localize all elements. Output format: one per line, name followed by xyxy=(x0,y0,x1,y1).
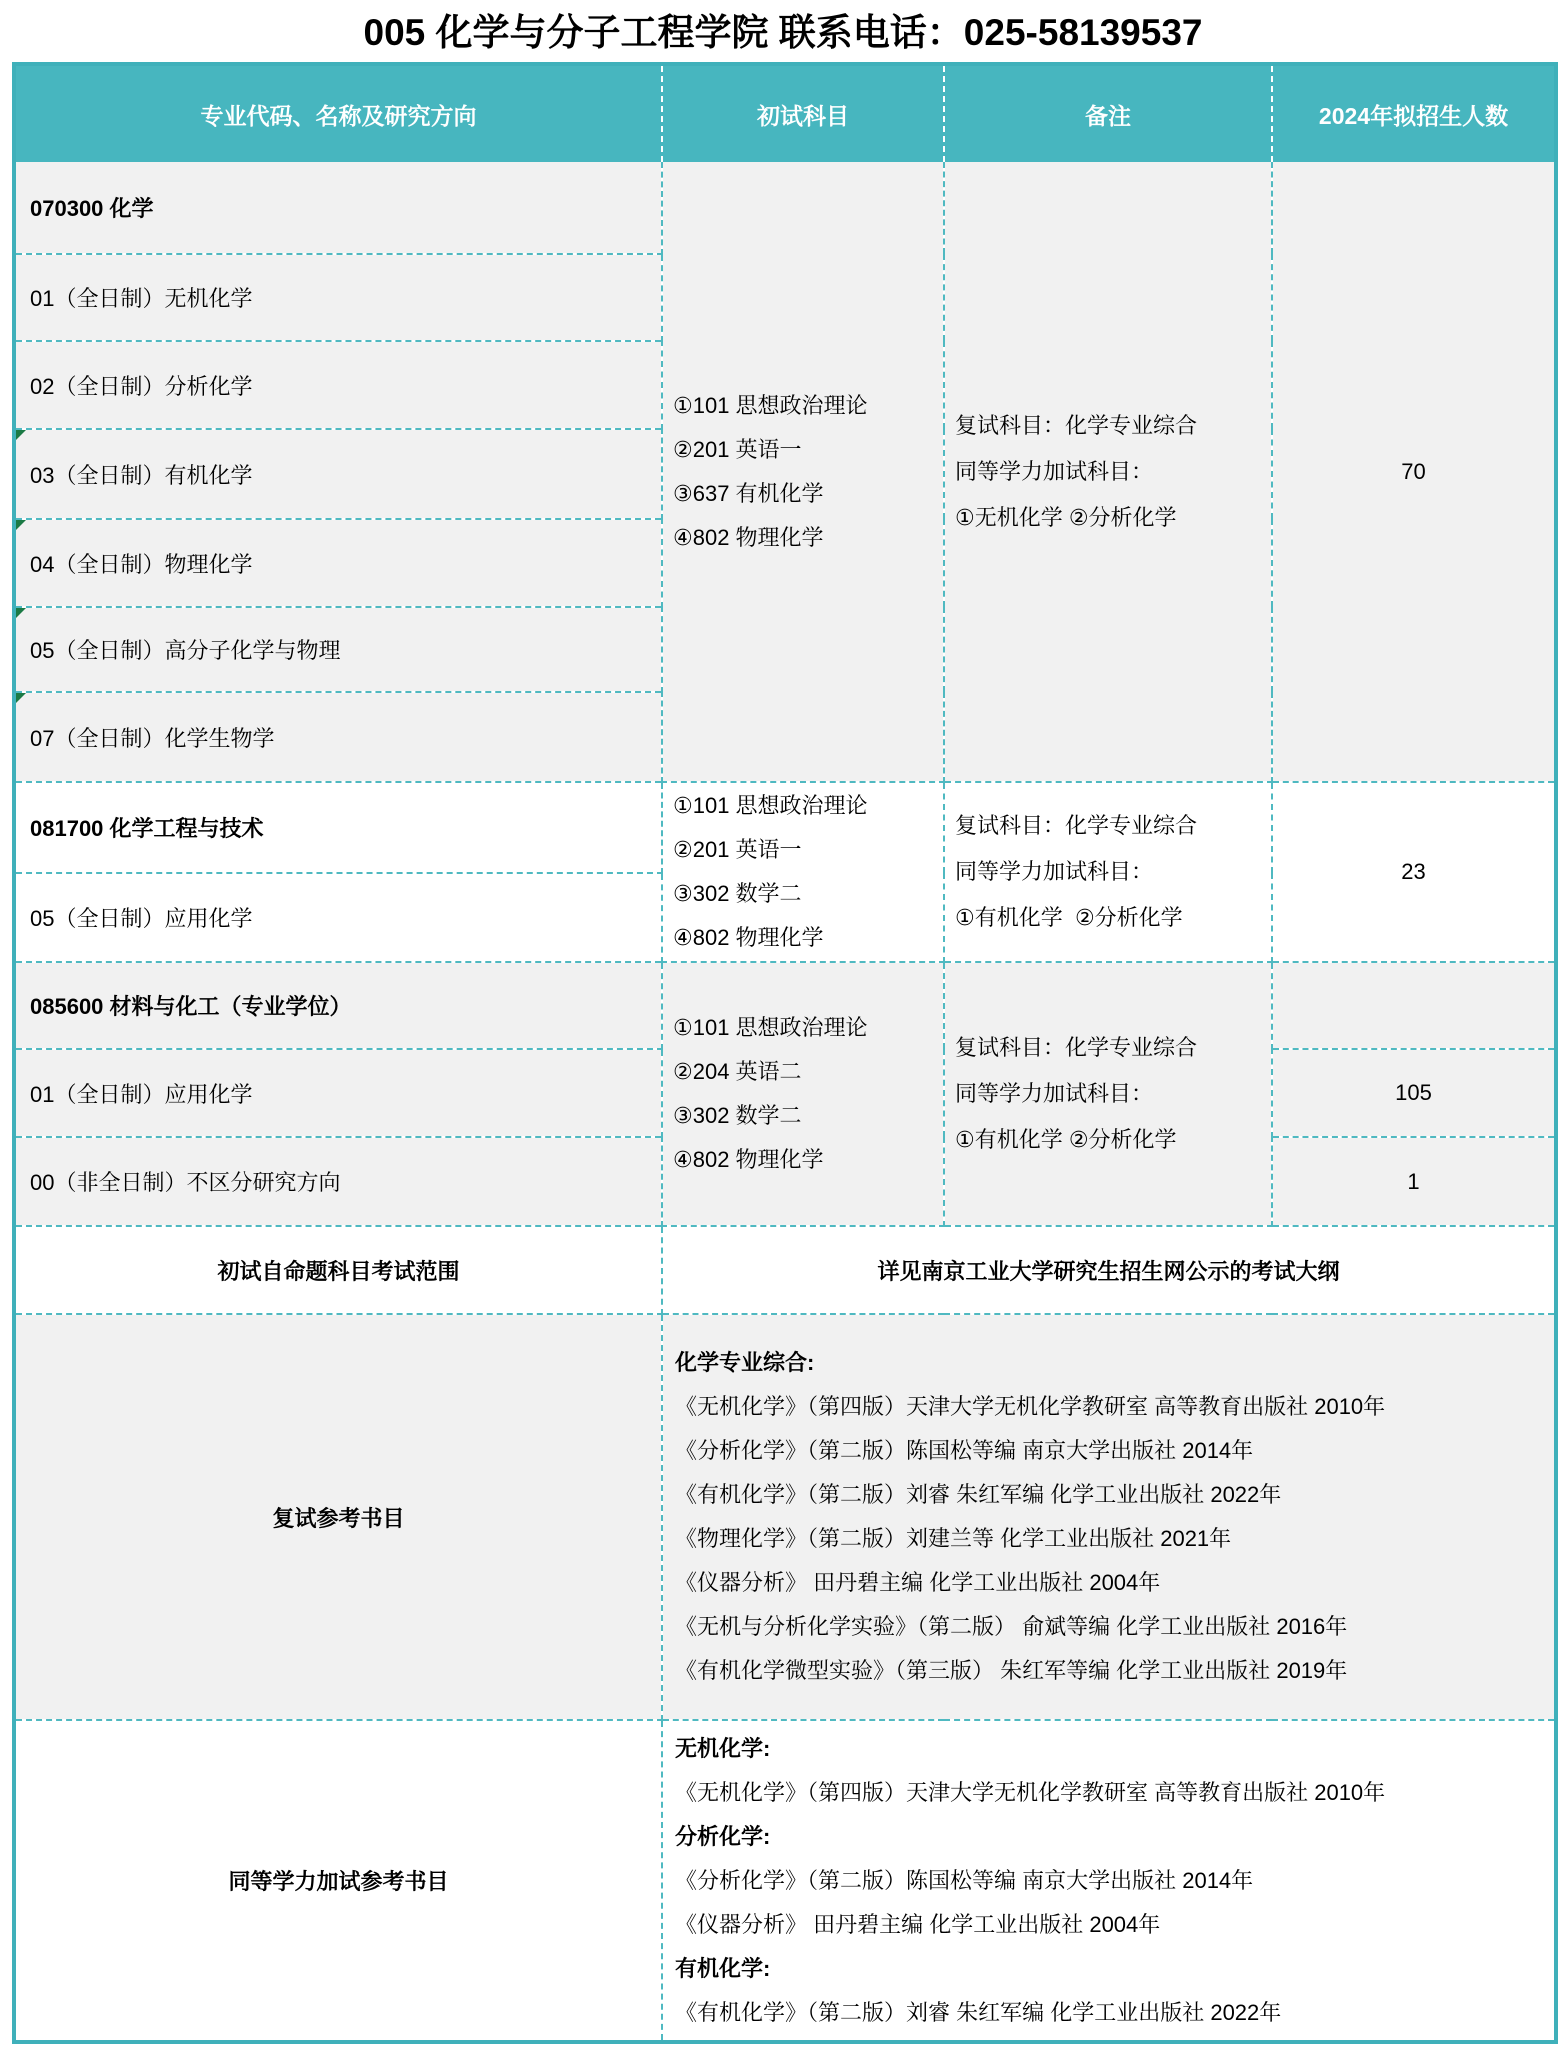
remark-cell xyxy=(944,962,1272,1226)
admissions-table xyxy=(12,62,1558,2044)
subject-line: ③302 数学二 xyxy=(673,1103,802,1128)
direction-cell xyxy=(14,692,662,782)
book-line: 《无机化学》（第四版）天津大学无机化学教研室 高等教育出版社 2010年 xyxy=(675,1779,1386,1805)
subject-line: ②201 英语一 xyxy=(673,837,802,862)
remark-line: ①有机化学 ②分析化学 xyxy=(955,905,1183,930)
subject-line: ①101 思想政治理论 xyxy=(673,392,868,418)
program-code-cell: 070300 化学 xyxy=(14,162,662,254)
column-header-program: 专业代码、名称及研究方向 xyxy=(14,64,662,162)
direction-cell: 05（全日制）应用化学 xyxy=(14,873,662,963)
subjects-cell xyxy=(662,782,944,962)
exam-range-label: 初试自命题科目考试范围 xyxy=(14,1226,662,1314)
book-line: 《有机化学》（第二版）刘睿 朱红军编 化学工业出版社 2022年 xyxy=(675,1999,1282,2025)
remark-line: 同等学力加试科目： xyxy=(955,859,1154,884)
remark-line: 复试科目：化学专业综合 xyxy=(955,412,1198,438)
quota-cell: 70 xyxy=(1272,162,1556,782)
subject-line: ②204 英语二 xyxy=(673,1059,802,1084)
table-row xyxy=(14,162,1556,254)
admissions-table-wrapper xyxy=(12,62,1558,2044)
direction-cell xyxy=(14,429,662,519)
book-list-heading: 化学专业综合: xyxy=(675,1350,815,1375)
quota-cell: 105 xyxy=(1272,1049,1556,1137)
header-row xyxy=(14,64,1556,162)
comment-marker-icon xyxy=(16,608,26,618)
subject-line: ①101 思想政治理论 xyxy=(673,793,868,818)
exam-range-value: 详见南京工业大学研究生招生网公示的考试大纲 xyxy=(662,1226,1556,1314)
remark-cell xyxy=(944,782,1272,962)
direction-cell: 00（非全日制）不区分研究方向 xyxy=(14,1137,662,1226)
remark-line: 复试科目：化学专业综合 xyxy=(955,813,1198,838)
page-title: 005 化学与分子工程学院 联系电话：025-58139537 xyxy=(363,12,1203,53)
subject-line: ②201 英语一 xyxy=(673,436,802,462)
column-header-quota: 2024年拟招生人数 xyxy=(1272,64,1556,162)
remark-line: 复试科目：化学专业综合 xyxy=(955,1035,1198,1060)
direction-label: 04（全日制）物理化学 xyxy=(30,551,253,577)
direction-label: 07（全日制）化学生物学 xyxy=(30,725,275,751)
subject-line: ④802 物理化学 xyxy=(673,925,824,950)
equivalency-books-label: 同等学力加试参考书目 xyxy=(14,1720,662,2042)
comment-marker-icon xyxy=(16,520,26,530)
retest-books-label: 复试参考书目 xyxy=(14,1314,662,1720)
subject-line: ①101 思想政治理论 xyxy=(673,1015,868,1040)
book-line: 《有机化学》（第二版）刘睿 朱红军编 化学工业出版社 2022年 xyxy=(675,1482,1282,1507)
comment-marker-icon xyxy=(16,430,26,440)
subjects-cell xyxy=(662,162,944,782)
remark-line: 同等学力加试科目： xyxy=(955,1081,1154,1106)
book-list-heading: 无机化学: xyxy=(675,1735,771,1761)
book-list-heading: 分析化学: xyxy=(675,1823,771,1849)
equivalency-books-row xyxy=(14,1720,1556,2042)
subjects-cell xyxy=(662,962,944,1226)
column-header-remark: 备注 xyxy=(944,64,1272,162)
quota-cell: 1 xyxy=(1272,1137,1556,1226)
exam-range-row xyxy=(14,1226,1556,1314)
remark-line: 同等学力加试科目： xyxy=(955,458,1154,484)
book-line: 《分析化学》（第二版）陈国松等编 南京大学出版社 2014年 xyxy=(675,1438,1254,1463)
direction-cell xyxy=(14,607,662,692)
book-line: 《无机化学》（第四版）天津大学无机化学教研室 高等教育出版社 2010年 xyxy=(675,1394,1386,1419)
retest-books-list xyxy=(662,1314,1556,1720)
book-line: 《仪器分析》 田丹碧主编 化学工业出版社 2004年 xyxy=(675,1570,1161,1595)
direction-cell: 01（全日制）无机化学 xyxy=(14,254,662,341)
remark-line: ①有机化学 ②分析化学 xyxy=(955,1127,1177,1152)
book-line: 《无机与分析化学实验》（第二版） 俞斌等编 化学工业出版社 2016年 xyxy=(675,1614,1348,1639)
book-line: 《有机化学微型实验》（第三版） 朱红军等编 化学工业出版社 2019年 xyxy=(675,1658,1348,1683)
remark-cell xyxy=(944,162,1272,782)
direction-label: 03（全日制）有机化学 xyxy=(30,462,253,488)
direction-cell xyxy=(14,519,662,607)
book-list-heading: 有机化学: xyxy=(675,1955,771,1981)
direction-cell: 02（全日制）分析化学 xyxy=(14,341,662,429)
direction-cell: 01（全日制）应用化学 xyxy=(14,1049,662,1137)
equivalency-books-list xyxy=(662,1720,1556,2042)
subject-line: ③637 有机化学 xyxy=(673,480,824,506)
program-code-cell: 085600 材料与化工（专业学位） xyxy=(14,962,662,1049)
book-line: 《仪器分析》 田丹碧主编 化学工业出版社 2004年 xyxy=(675,1911,1161,1937)
subject-line: ③302 数学二 xyxy=(673,881,802,906)
book-line: 《物理化学》（第二版）刘建兰等 化学工业出版社 2021年 xyxy=(675,1526,1232,1551)
quota-cell xyxy=(1272,962,1556,1049)
column-header-subjects: 初试科目 xyxy=(662,64,944,162)
remark-line: ①无机化学 ②分析化学 xyxy=(955,504,1177,530)
quota-cell: 23 xyxy=(1272,782,1556,962)
direction-label: 05（全日制）高分子化学与物理 xyxy=(30,638,341,663)
subject-line: ④802 物理化学 xyxy=(673,524,824,550)
book-line: 《分析化学》（第二版）陈国松等编 南京大学出版社 2014年 xyxy=(675,1867,1254,1893)
subject-line: ④802 物理化学 xyxy=(673,1147,824,1172)
table-row xyxy=(14,962,1556,1049)
program-code-cell: 081700 化学工程与技术 xyxy=(14,782,662,873)
table-row xyxy=(14,782,1556,873)
retest-books-row xyxy=(14,1314,1556,1720)
comment-marker-icon xyxy=(16,693,26,703)
